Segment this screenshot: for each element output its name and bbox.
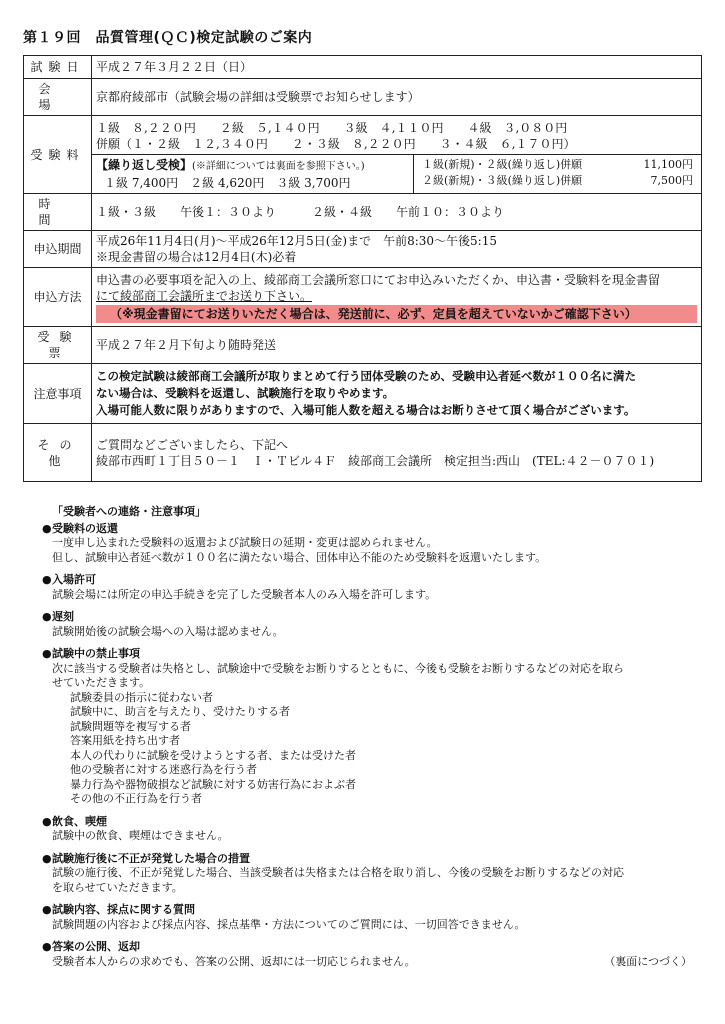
table-row-venue: [24, 79, 702, 116]
notice-heading: [42, 903, 692, 918]
bullet-icon: ●: [42, 903, 52, 916]
period-line-1: 平成26年11月4日(月)〜平成26年12月5日(金)まで 午前8:30〜午後5:15: [96, 234, 497, 248]
notice-heading-text: 飲食、喫煙: [52, 814, 107, 828]
fee-line-2: 併願（１・２級 １２,３４０円 ２・３級 ８,２２０円 ３・４級 ６,１７０円）: [96, 137, 576, 151]
table-row-method: [24, 268, 702, 327]
notice-text: 一度申し込まれた受験料の返還および試験日の延期・変更は認められません。: [52, 536, 438, 549]
notice-item: [42, 610, 692, 639]
notice-item: [42, 647, 692, 807]
label-time: 時間: [24, 194, 92, 231]
other-line-2: 綾部市西町１丁目５０－１ Ｉ・Ｔビル４Ｆ 綾部商工会議所 検定担当:西山 (TEL:４２－０７０１): [96, 453, 655, 468]
notice-heading: [42, 521, 692, 537]
caution-line-2: ない場合は、受験料を返還し、試験施行を取りやめます。: [96, 386, 395, 400]
bullet-icon: ●: [42, 647, 52, 660]
label-venue: 会場: [24, 79, 92, 116]
notice-heading: [42, 851, 692, 867]
notice-heading-text: 受験料の返還: [52, 521, 118, 535]
label-other: その他: [24, 424, 92, 482]
notice-item: [42, 573, 692, 602]
prohibited-item: 試験問題等を複写する者: [70, 719, 191, 733]
continued-note: （裏面につづく）: [604, 954, 692, 968]
notice-text: 試験中の飲食、喫煙はできません。: [52, 829, 229, 842]
notice-text: せていただきます。: [52, 676, 151, 689]
period-line-2: ※現金書留の場合は12月4日(木)必着: [96, 250, 297, 264]
repeat-exam-box: [92, 154, 701, 193]
notice-list: [42, 521, 692, 970]
notice-item: [42, 521, 692, 566]
notice-item: [42, 851, 692, 896]
table-row-other: [24, 424, 702, 482]
table-row-date: [24, 56, 702, 79]
notice-heading-text: 答案の公開、返却: [52, 940, 140, 953]
combo-1: １級(新規)・２級(繰り返し)併願 11,100円: [422, 158, 693, 171]
label-date: 試験日: [24, 56, 92, 79]
notice-item: [42, 903, 692, 932]
bullet-icon: ●: [42, 814, 52, 828]
info-table: [23, 55, 702, 482]
bullet-icon: ●: [42, 521, 52, 535]
notice-title: 「受験者への連絡・注意事項」: [52, 505, 206, 518]
notice-heading-text: 試験内容、採点に関する質問: [52, 903, 195, 916]
notice-heading: [42, 940, 692, 955]
notice-heading-text: 試験中の禁止事項: [52, 647, 140, 660]
page-title: 第１９回 品質管理(ＱＣ)検定試験のご案内: [23, 30, 313, 46]
notice-text: 次に該当する受験者は失格とし、試験途中で受験をお断りするとともに、今後も受験をお断りするなどの対応を取ら: [52, 661, 624, 675]
prohibited-item: 暴力行為や器物破損など試験に対する妨害行為におよぶ者: [70, 777, 356, 791]
bullet-icon: ●: [42, 573, 52, 586]
notice-heading: [42, 610, 692, 625]
notice-text: を取らせていただきます。: [52, 880, 183, 894]
label-period: 申込期間: [24, 231, 92, 268]
table-row-time: [24, 194, 702, 231]
notice-text: 試験会場には所定の申込手続きを完了した受験者本人のみ入場を許可します。: [52, 587, 437, 601]
method-warning: （※現金書留にてお送りいただく場合は、発送前に、必ず、定員を超えていないかご確認下さい）: [96, 305, 697, 323]
value-ticket: 平成２７年２月下旬より随時発送: [92, 327, 702, 364]
label-caution: 注意事項: [24, 364, 92, 424]
table-row-ticket: [24, 327, 702, 364]
bullet-icon: ●: [42, 610, 52, 623]
caution-line-3: 入場可能人数に限りがありますので、入場可能人数を超える場合はお断りさせて頂く場合がございます。: [96, 403, 636, 417]
notice-text: 受験者本人からの求めでも、答案の公開、返却には一切応じられません。 （裏面につづく）: [52, 954, 692, 968]
value-venue: 京都府綾部市（試験会場の詳細は受験票でお知らせします）: [92, 79, 702, 116]
repeat-note: (※詳細については裏面を参照下さい。): [192, 161, 365, 172]
prohibited-item: 試験委員の指示に従わない者: [70, 690, 213, 704]
notice-heading-text: 試験施行後に不正が発覚した場合の措置: [52, 851, 250, 865]
notice-text: 試験開始後の試験会場への入場は認めません。: [52, 624, 284, 638]
bullet-icon: ●: [42, 940, 52, 953]
fee-line-1: １級 ８,２２０円 ２級 ５,１４０円 ３級 ４,１１０円 ４級 ３,０８０円: [96, 121, 568, 135]
table-row-fee: [24, 116, 702, 194]
prohibited-item: 他の受験者に対する迷惑行為を行う者: [70, 763, 257, 776]
label-ticket: 受験票: [24, 327, 92, 364]
value-time: １級・３級 午後１：３０より ２級・４級 午前１０：３０より: [92, 194, 702, 231]
prohibited-item: 答案用紙を持ち出す者: [70, 734, 180, 747]
notice-section: [42, 505, 692, 969]
notice-text: 試験問題の内容および採点内容、採点基準・方法についてのご質問には、一切回答できません。: [52, 917, 526, 931]
notice-text: 但し、試験申込者延べ数が１００名に満たない場合、団体申込不能のため受験料を返還いたします。: [52, 550, 547, 564]
prohibited-item: その他の不正行為を行う者: [70, 792, 202, 805]
method-line-1: 申込書の必要事項を記入の上、綾部商工会議所窓口にてお申込みいただくか、申込書・受験料を現金書留: [96, 273, 661, 287]
combo-2: ２級(新規)・３級(繰り返し)併願 7,500円: [422, 174, 693, 187]
notice-text: 試験の施行後、不正が発覚した場合、当該受験者は失格または合格を取り消し、今後の受験をお断りするなどの対応: [52, 866, 624, 879]
other-line-1: ご質問などございましたら、下記へ: [96, 437, 289, 452]
method-line-2: にて綾部商工会議所までお送り下さい。: [96, 289, 313, 303]
notice-heading: [42, 573, 692, 588]
notice-heading: [42, 814, 692, 830]
prohibited-item: 試験中に、助言を与えたり、受けたりする者: [70, 705, 290, 718]
prohibited-item: 本人の代わりに試験を受けようとする者、または受けた者: [70, 748, 356, 762]
table-row-caution: [24, 364, 702, 424]
notice-item: [42, 940, 692, 969]
bullet-icon: ●: [42, 851, 52, 865]
notice-item: [42, 814, 692, 844]
repeat-prices: １級 7,400円 ２級 4,620円 ３級 3,700円: [104, 176, 351, 190]
label-method: 申込方法: [24, 268, 92, 327]
notice-heading-text: 入場許可: [52, 573, 96, 586]
repeat-heading: 【繰り返し受検】: [96, 158, 193, 172]
caution-line-1: この検定試験は綾部商工会議所が取りまとめて行う団体受験のため、受験申込者延べ数が１００名に満た: [96, 369, 637, 383]
label-fee: 受験料: [24, 116, 92, 194]
table-row-period: [24, 231, 702, 268]
value-date: 平成２７年３月２２日（日）: [92, 56, 702, 79]
notice-heading-text: 遅刻: [52, 610, 74, 623]
notice-heading: [42, 647, 692, 662]
